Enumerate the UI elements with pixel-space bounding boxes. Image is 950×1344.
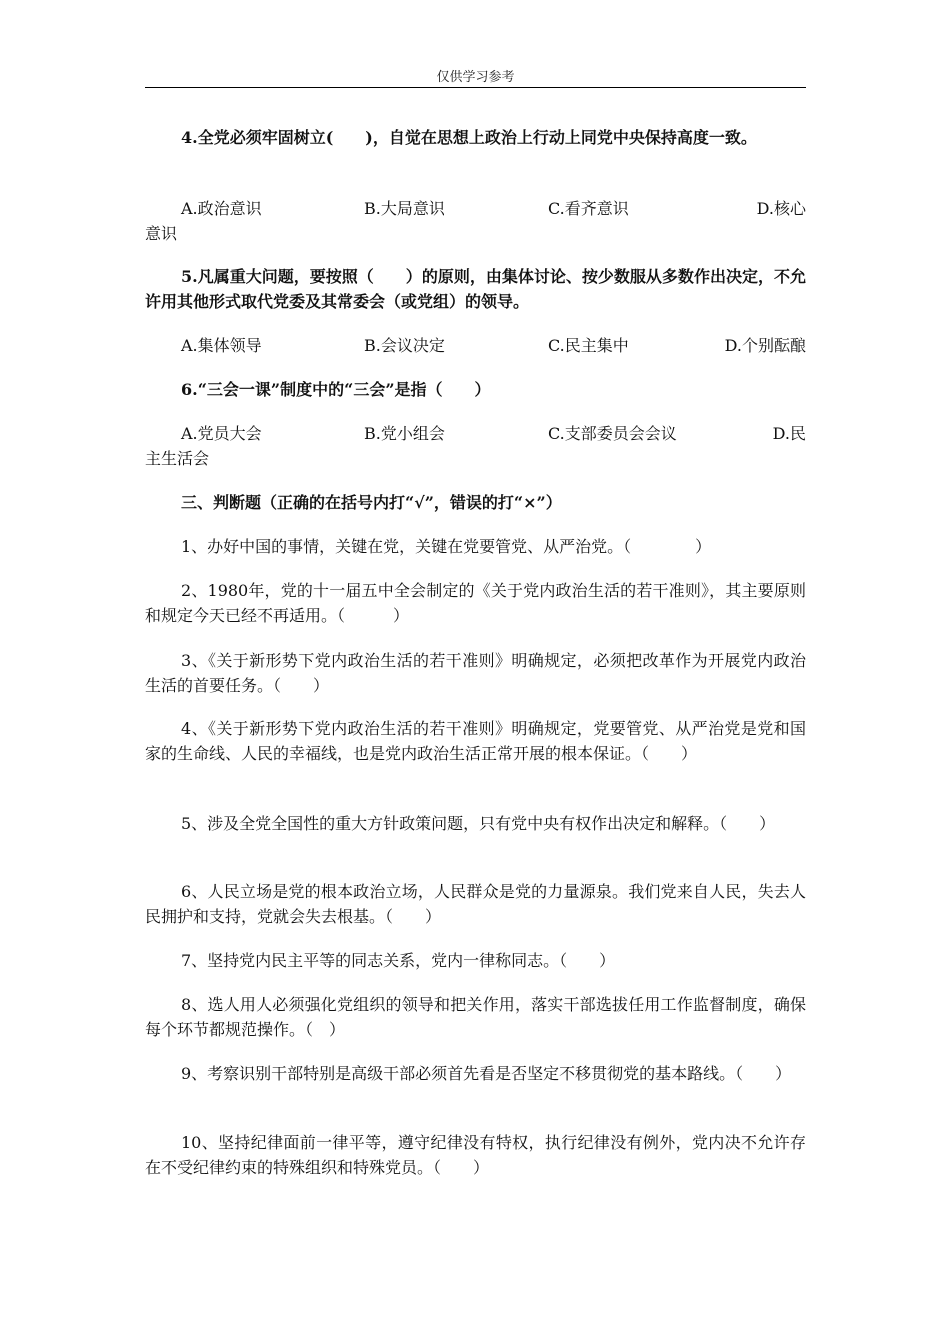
section-3-title: 三、判断题（正确的在括号内打“√”，错误的打“×”）	[181, 493, 562, 512]
question-6-option-d: D.民	[772, 424, 806, 443]
judgment-item-6: 6、人民立场是党的根本政治立场，人民群众是党的力量源泉。我们党来自人民，失去人民拥护和支持，党就会失去根基。（ ）	[145, 882, 806, 926]
question-4-option-c: C.看齐意识	[548, 199, 629, 218]
question-4-stem: 4.全党必须牢固树立( )，自觉在思想上政治上行动上同党中央保持高度一致。	[181, 128, 757, 147]
question-6-option-b: B.党小组会	[364, 424, 445, 443]
question-6-stem: 6.“三会一课”制度中的“三会”是指（ ）	[181, 380, 491, 399]
question-6-option-c: C.支部委员会会议	[548, 424, 677, 443]
question-4-option-a: A.政治意识	[181, 199, 262, 218]
question-4-option-d: D.核心	[756, 199, 806, 218]
judgment-item-7: 7、坚持党内民主平等的同志关系，党内一律称同志。（ ）	[181, 951, 616, 970]
judgment-item-5: 5、涉及全党全国性的重大方针政策问题，只有党中央有权作出决定和解释。（ ）	[181, 814, 776, 833]
question-5-stem: 5.凡属重大问题，要按照（ ）的原则，由集体讨论、按少数服从多数作出决定，不允许用其他形式取代党委及其常委会（或党组）的领导。	[145, 267, 806, 311]
judgment-item-3: 3、《关于新形势下党内政治生活的若干准则》明确规定，必须把改革作为开展党内政治生活的首要任务。（ ）	[145, 651, 806, 695]
judgment-item-4: 4、《关于新形势下党内政治生活的若干准则》明确规定，党要管党、从严治党是党和国家的生命线、人民的幸福线，也是党内政治生活正常开展的根本保证。（ ）	[145, 719, 806, 763]
page-header: 仅供学习参考	[436, 70, 515, 85]
question-5-option-c: C.民主集中	[548, 336, 629, 355]
judgment-item-8: 8、选人用人必须强化党组织的领导和把关作用，落实干部选拔任用工作监督制度，确保每个环节都规范操作。（ ）	[145, 995, 806, 1039]
question-4-option-b: B.大局意识	[364, 199, 445, 218]
judgment-item-2: 2、1980年，党的十一届五中全会制定的《关于党内政治生活的若干准则》，其主要原则和规定今天已经不再适用。（ ）	[145, 581, 806, 625]
question-6-option-a: A.党员大会	[181, 424, 262, 443]
header-rule	[145, 87, 806, 88]
question-6-option-d-continued: 主生活会	[145, 449, 210, 468]
question-5-option-a: A.集体领导	[181, 336, 262, 355]
judgment-item-9: 9、考察识别干部特别是高级干部必须首先看是否坚定不移贯彻党的基本路线。（ ）	[181, 1064, 792, 1083]
judgment-item-1: 1、办好中国的事情，关键在党，关键在党要管党、从严治党。（ ）	[181, 537, 712, 556]
question-5-option-b: B.会议决定	[364, 336, 445, 355]
judgment-item-10: 10、坚持纪律面前一律平等，遵守纪律没有特权，执行纪律没有例外，党内决不允许存在不受纪律约束的特殊组织和特殊党员。（ ）	[145, 1133, 806, 1177]
question-5-option-d: D.个别酝酿	[724, 336, 806, 355]
question-4-option-d-continued: 意识	[145, 224, 178, 243]
